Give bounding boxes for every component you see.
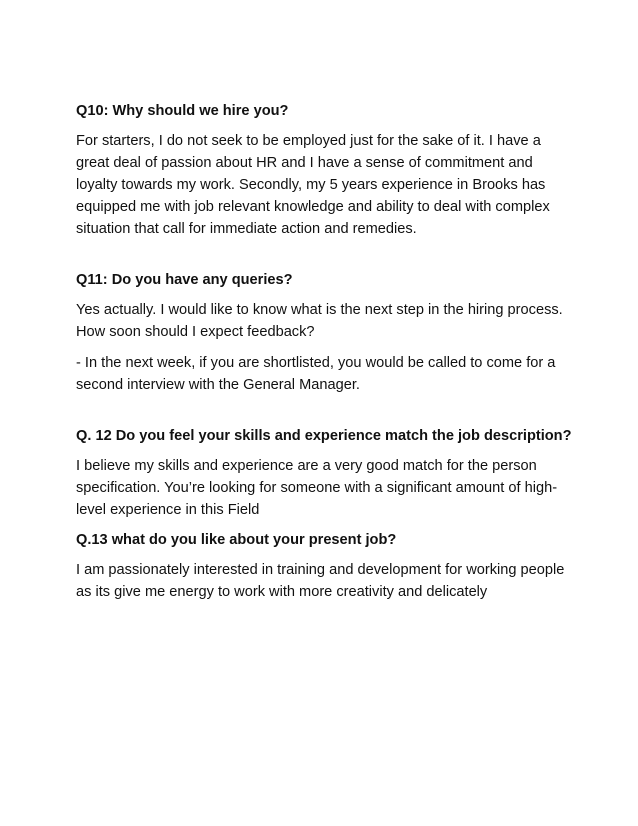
question-q10: Q10: Why should we hire you? <box>76 103 289 119</box>
question-q11: Q11: Do you have any queries? <box>76 272 293 288</box>
answer-q11-followup: - In the next week, if you are shortlisted, you would be called to come for a second interview with the General Manager. <box>76 355 556 393</box>
answer-q11: Yes actually. I would like to know what is the next step in the hiring process. How soon should I expect feedback? <box>76 302 563 340</box>
question-q12: Q. 12 Do you feel your skills and experience match the job description? <box>76 428 572 444</box>
answer-q10: For starters, I do not seek to be employed just for the sake of it. I have a great deal of passion about HR and I have a sense of commitment and loyalty towards my work. Secondly, my 5 years experience in Brooks has equipped me with job relevant knowledge and ability to deal with complex situation that call for immediate action and remedies. <box>76 133 550 237</box>
answer-q13: I am passionately interested in training and development for working people as its give me energy to work with more creativity and delicately <box>76 562 565 600</box>
answer-q12: I believe my skills and experience are a very good match for the person specification. You’re looking for someone with a significant amount of high-level experience in this Field <box>76 458 558 518</box>
document-body <box>76 100 576 603</box>
question-q13: Q.13 what do you like about your present job? <box>76 532 397 548</box>
